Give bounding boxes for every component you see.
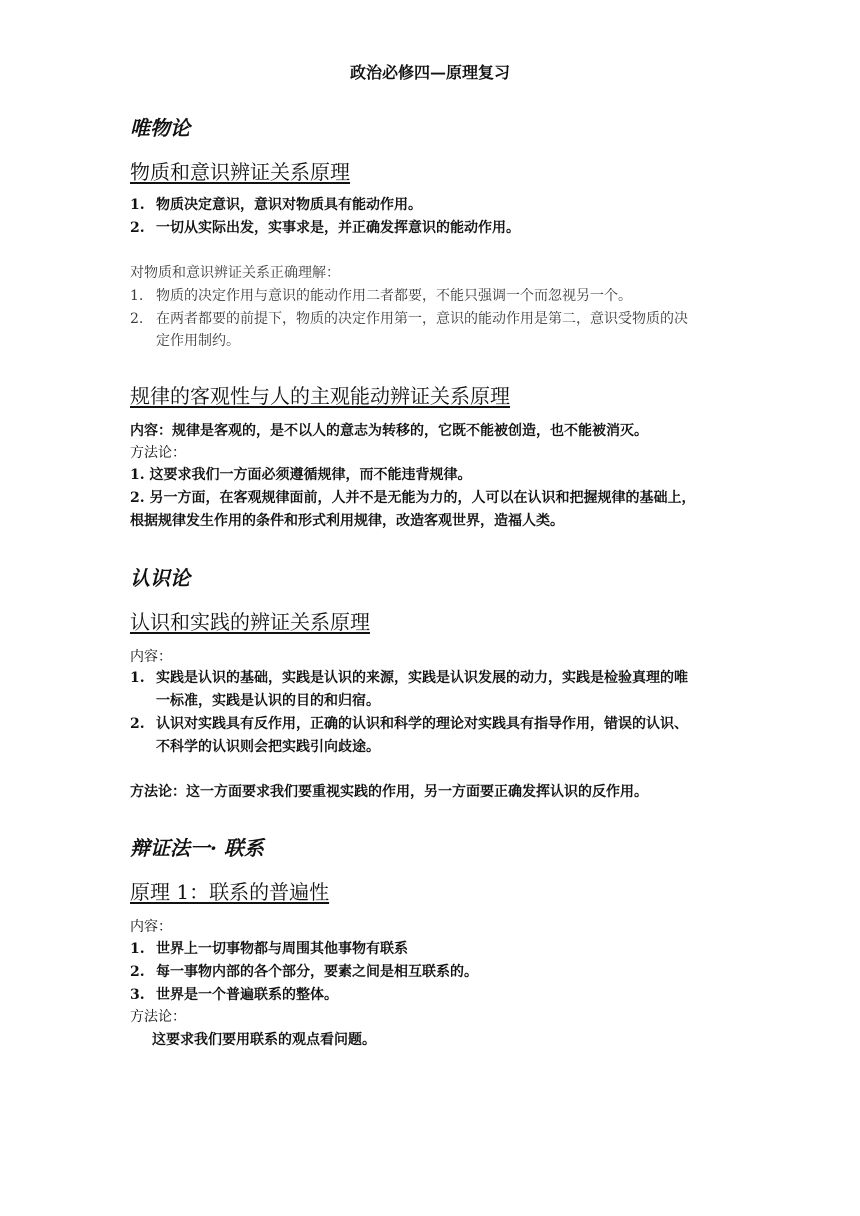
part-heading-epistemology: 认识论 — [130, 566, 190, 590]
content-label: 内容： — [130, 919, 172, 935]
method-label: 方法论： — [130, 1009, 186, 1025]
list-item: 2. 认识对实践具有反作用，正确的认识和科学的理论对实践具有指导作用，错误的认识、 — [130, 716, 688, 732]
list-item: 1. 物质决定意识，意识对物质具有能动作用。 — [130, 197, 422, 213]
part-heading-dialectics: 辩证法一· 联系 — [130, 836, 264, 860]
list-item: 1. 世界上一切事物都与周围其他事物有联系 — [130, 941, 408, 957]
section-title-cognition-practice: 认识和实践的辨证关系原理 — [130, 610, 370, 634]
method-label: 方法论： — [130, 445, 186, 461]
list-item: 3. 世界是一个普遍联系的整体。 — [130, 987, 338, 1003]
list-item-continuation: 定作用制约。 — [156, 333, 240, 349]
list-item-continuation: 不科学的认识则会把实践引向歧途。 — [156, 739, 380, 755]
section-title-law-objectivity: 规律的客观性与人的主观能动辨证关系原理 — [130, 384, 510, 408]
list-item: 2. 一切从实际出发，实事求是，并正确发挥意识的能动作用。 — [130, 220, 520, 236]
list-item-continuation: 一标准，实践是认识的目的和归宿。 — [156, 693, 380, 709]
section-title-matter-consciousness: 物质和意识辨证关系原理 — [130, 160, 350, 184]
list-item: 2. 在两者都要的前提下，物质的决定作用第一，意识的能动作用是第二，意识受物质的决 — [130, 311, 688, 327]
understanding-label: 对物质和意识辨证关系正确理解： — [130, 265, 340, 281]
list-item: 1. 实践是认识的基础，实践是认识的来源，实践是认识发展的动力，实践是检验真理的唯 — [130, 670, 688, 686]
content-text: 内容：规律是客观的，是不以人的意志为转移的，它既不能被创造，也不能被消灭。 — [130, 423, 648, 439]
method-item: 2. 另一方面，在客观规律面前，人并不是无能为力的，人可以在认识和把握规律的基础上， — [130, 490, 696, 506]
content-label: 内容： — [130, 649, 172, 665]
part-heading-materialism: 唯物论 — [130, 116, 190, 140]
method-text: 方法论：这一方面要求我们要重视实践的作用，另一方面要正确发挥认识的反作用。 — [130, 784, 648, 800]
method-text: 这要求我们要用联系的观点看问题。 — [152, 1032, 376, 1048]
method-item: 1. 这要求我们一方面必须遵循规律，而不能违背规律。 — [130, 467, 472, 483]
list-item: 1. 物质的决定作用与意识的能动作用二者都要，不能只强调一个而忽视另一个。 — [130, 288, 632, 304]
document-title: 政治必修四—原理复习 — [349, 63, 510, 82]
section-title-universality-of-connection: 原理 1：联系的普遍性 — [130, 880, 330, 904]
list-item: 2. 每一事物内部的各个部分，要素之间是相互联系的。 — [130, 964, 478, 980]
method-item-continuation: 根据规律发生作用的条件和形式利用规律，改造客观世界，造福人类。 — [130, 513, 564, 529]
